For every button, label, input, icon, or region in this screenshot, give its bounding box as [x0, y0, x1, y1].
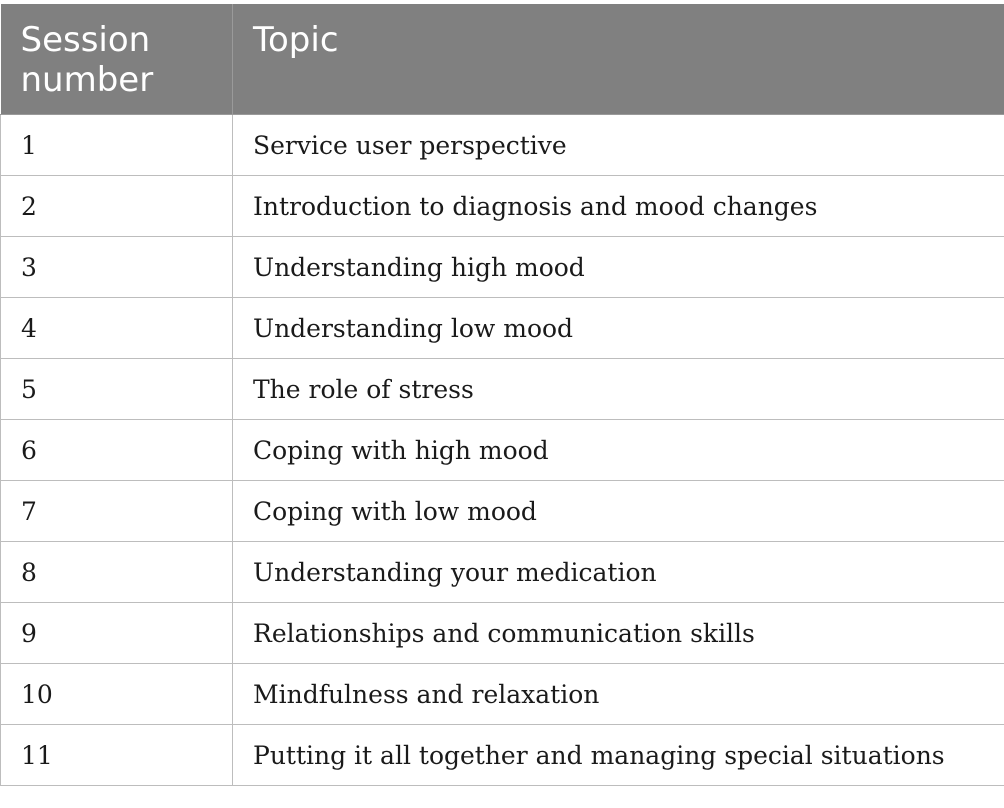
table-row — [1, 176, 1004, 237]
table-row — [1, 725, 1004, 786]
header-session-number — [1, 4, 233, 115]
topic-cell: The role of stress — [233, 359, 1004, 420]
session-number-cell: 4 — [1, 298, 233, 359]
table-header — [1, 4, 1004, 115]
topic-cell: Introduction to diagnosis and mood changes — [233, 176, 1004, 237]
table-row — [1, 115, 1004, 176]
topic-cell: Mindfulness and relaxation — [233, 664, 1004, 725]
session-number-cell: 10 — [1, 664, 233, 725]
table-row — [1, 359, 1004, 420]
topic-cell: Service user perspective — [233, 115, 1004, 176]
session-number-cell: 1 — [1, 115, 233, 176]
topic-cell: Putting it all together and managing special situations — [233, 725, 1004, 786]
topic-cell: Understanding low mood — [233, 298, 1004, 359]
session-number-cell: 6 — [1, 420, 233, 481]
session-number-cell: 5 — [1, 359, 233, 420]
session-number-cell: 7 — [1, 481, 233, 542]
topic-cell: Coping with low mood — [233, 481, 1004, 542]
session-number-cell: 8 — [1, 542, 233, 603]
session-number-cell: 9 — [1, 603, 233, 664]
session-number-cell: 2 — [1, 176, 233, 237]
sessions-table — [0, 4, 1004, 786]
table-row — [1, 237, 1004, 298]
topic-cell: Understanding high mood — [233, 237, 1004, 298]
sessions-table-container — [0, 4, 1004, 786]
header-session-line2: number — [20, 60, 154, 100]
table-row — [1, 481, 1004, 542]
table-row — [1, 603, 1004, 664]
session-number-cell: 11 — [1, 725, 233, 786]
header-row — [1, 4, 1004, 115]
header-topic: Topic — [233, 4, 1004, 115]
table-row — [1, 664, 1004, 725]
header-session-line1: Session — [20, 20, 151, 60]
session-number-cell: 3 — [1, 237, 233, 298]
table-body — [1, 115, 1004, 786]
table-row — [1, 542, 1004, 603]
topic-cell: Understanding your medication — [233, 542, 1004, 603]
table-row — [1, 420, 1004, 481]
topic-cell: Coping with high mood — [233, 420, 1004, 481]
topic-cell: Relationships and communication skills — [233, 603, 1004, 664]
table-row — [1, 298, 1004, 359]
